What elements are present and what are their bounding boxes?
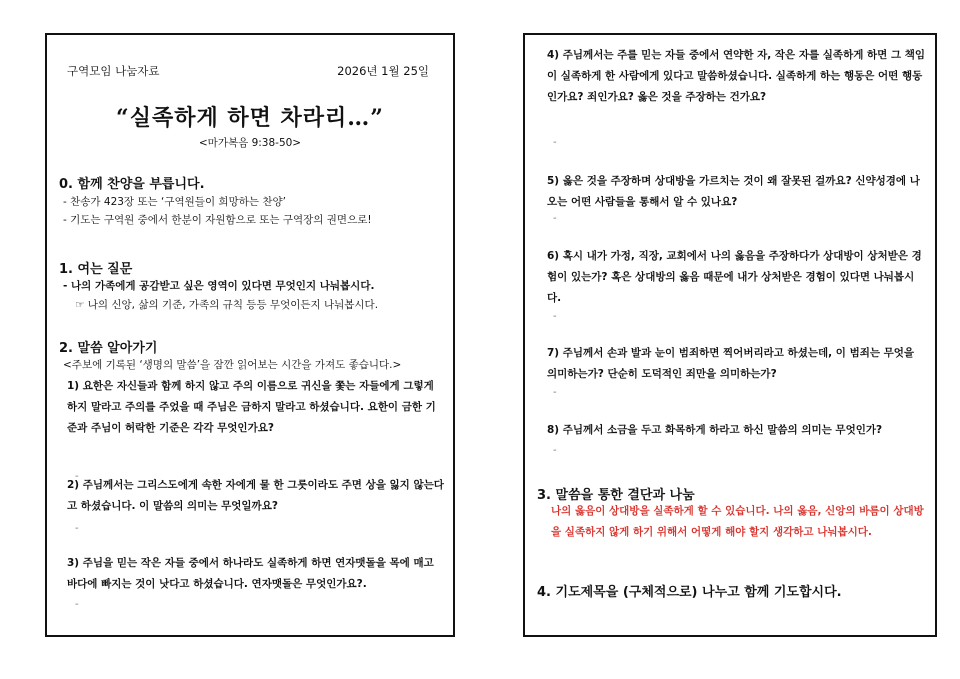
answer-line-3: - [75, 599, 79, 610]
question-2: 2) 주님께서는 그리스도에게 속한 자에게 물 한 그릇이라도 주면 상을 잃지 않는다고 하셨습니다. 이 말씀의 의미는 무엇일까요? [67, 479, 444, 512]
question-1: 1) 요한은 자신들과 함께 하지 않고 주의 이름으로 귀신을 쫓는 자들에게 그렇게 하지 말라고 주의를 주었을 때 주님은 금하지 말라고 하셨습니다. 요한이 금한 기준과 주님이 허락한 기준은 각각 무엇인가요? [67, 380, 436, 434]
section-2-intro: <주보에 기록된 ‘생명의 말씀’을 잠깐 읽어보는 시간을 가져도 좋습니다.> [63, 359, 402, 371]
section-4-title: 4. 기도제목을 (구체적으로) 나누고 함께 기도합시다. [537, 585, 842, 600]
question-5: 5) 옳은 것을 주장하며 상대방을 가르치는 것이 왜 잘못된 걸까요? 신약성경에 나오는 어떤 사람들을 통해서 알 수 있나요? [547, 175, 920, 208]
question-8: 8) 주님께서 소금을 두고 화목하게 하라고 하신 말씀의 의미는 무엇인가? [547, 424, 883, 436]
scripture-reference: <마가복음 9:38-50> [198, 137, 302, 149]
question-4: 4) 주님께서는 주를 믿는 자들 중에서 연약한 자, 작은 자를 실족하게 하면 그 책임이 실족하게 한 사람에게 있다고 말씀하셨습니다. 실족하게 하는 행동은 어떤 행동인가요? 죄인가요? 옳은 것을 주장하는 건가요? [547, 49, 926, 103]
answer-line-7: - [553, 387, 557, 398]
right-page [523, 33, 937, 637]
question-6: 6) 혹시 내가 가정, 직장, 교회에서 나의 옳음을 주장하다가 상대방이 상처받은 경험이 있는가? 혹은 상대방의 옳음 때문에 내가 상처받은 경험이 있다면 나눠봅시다. [547, 250, 922, 304]
header-group-name: 구역모임 나눔자료 [67, 64, 160, 78]
section-1-line-2: ☞ 나의 신앙, 삶의 기준, 가족의 규칙 등등 무엇이든지 나눠봅시다. [75, 299, 379, 311]
left-page [45, 33, 455, 637]
section-0-line-2: - 기도는 구역원 중에서 한분이 자원함으로 또는 구역장의 권면으로! [63, 214, 372, 226]
answer-line-6: - [553, 311, 557, 322]
answer-line-2: - [75, 523, 79, 534]
answer-line-4: - [553, 137, 557, 148]
section-0-line-1: - 찬송가 423장 또는 ‘구역원들이 희망하는 찬양’ [63, 196, 286, 208]
section-1-title: 1. 여는 질문 [59, 262, 133, 277]
answer-line-1: - [75, 471, 79, 482]
question-3: 3) 주님을 믿는 작은 자들 중에서 하나라도 실족하게 하면 연자맷돌을 목에 매고 바다에 빠지는 것이 낫다고 하셨습니다. 연자맷돌은 무엇인가요?. [67, 557, 434, 590]
section-1-line-1: - 나의 가족에게 공감받고 싶은 영역이 있다면 무엇인지 나눠봅시다. [63, 280, 375, 292]
section-3-title: 3. 말씀을 통한 결단과 나눔 [537, 488, 695, 503]
header-date: 2026년 1월 25일 [337, 64, 429, 78]
page-title: “실족하게 하면 차라리…” [116, 105, 384, 131]
section-0-title: 0. 함께 찬양을 부릅니다. [59, 177, 205, 192]
question-7: 7) 주님께서 손과 발과 눈이 범죄하면 찍어버리라고 하셨는데, 이 범죄는 무엇을 의미하는가? 단순히 도덕적인 죄만을 의미하는가? [547, 347, 915, 380]
section-2-title: 2. 말씀 알아가기 [59, 341, 158, 356]
section-3-text: 나의 옳음이 상대방을 실족하게 할 수 있습니다. 나의 옳음, 신앙의 바름이 상대방을 실족하지 않게 하기 위해서 어떻게 해야 할지 생각하고 나눠봅시다. [551, 505, 924, 538]
answer-line-8: - [553, 445, 557, 456]
answer-line-5: - [553, 213, 557, 224]
